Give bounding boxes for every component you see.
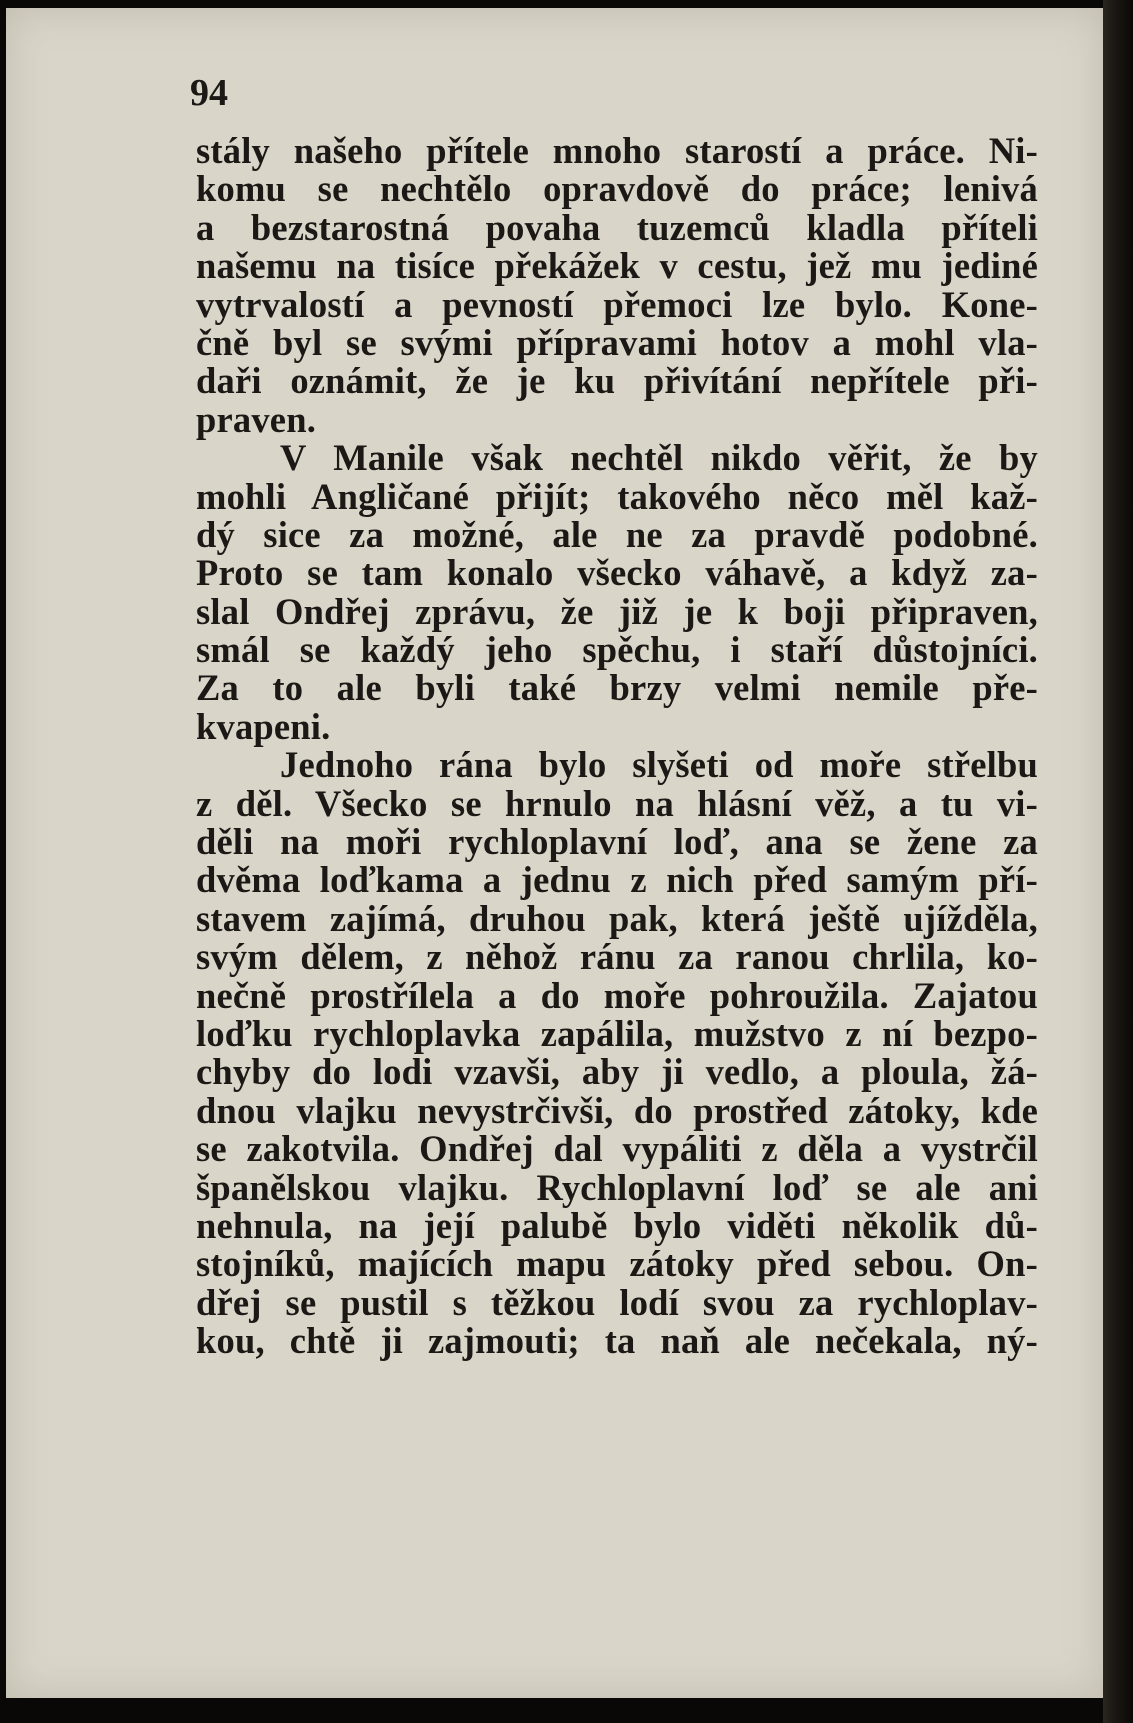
text-line: nehnula, na její palubě bylo viděti několik dů-: [196, 1204, 1038, 1246]
text-line: slal Ondřej zprávu, že již je k boji připraven,: [196, 590, 1038, 632]
text-line: z děl. Všecko se hrnulo na hlásní věž, a tu vi-: [196, 782, 1038, 824]
text-line: stavem zajímá, druhou pak, která ještě ujížděla,: [196, 897, 1038, 939]
text-line: mohli Angličané přijít; takového něco měl kaž-: [196, 475, 1038, 517]
text-line: V Manile však nechtěl nikdo věřit, že by: [280, 437, 1038, 479]
text-line: praven.: [196, 398, 317, 440]
text-line: chyby do lodi vzavši, aby ji vedlo, a ploula, žá-: [196, 1051, 1038, 1093]
text-line: vytrvalostí a pevností přemoci lze bylo. Kone-: [196, 283, 1038, 325]
text-line: daři oznámit, že je ku přivítání nepřítele při-: [196, 360, 1038, 402]
text-line: Za to ale byli také brzy velmi nemile pře-: [196, 667, 1038, 709]
text-line: kou, chtě ji zajmouti; ta naň ale nečekala, ný-: [196, 1320, 1038, 1362]
text-line: dvěma loďkama a jednu z nich před samým pří-: [196, 859, 1038, 901]
text-line: svým dělem, z něhož ránu za ranou chrlila, ko-: [196, 936, 1038, 978]
text-line: dý sice za možné, ale ne za pravdě podobné.: [196, 513, 1038, 555]
text-line: loďku rychloplavka zapálila, mužstvo z ní bezpo-: [196, 1012, 1038, 1054]
text-line: čně byl se svými přípravami hotov a mohl vla-: [196, 321, 1038, 363]
text-line: stojníků, majících mapu zátoky před sebou. On-: [196, 1243, 1038, 1285]
text-line: děli na moři rychloplavní loď, ana se žene za: [196, 821, 1038, 863]
book-page: [6, 8, 1103, 1698]
text-line: dřej se pustil s těžkou lodí svou za rychloplav-: [196, 1281, 1038, 1323]
text-line: dnou vlajku nevystrčivši, do prostřed zátoky, kde: [196, 1089, 1038, 1131]
page-binding-edge: [1103, 0, 1133, 1723]
text-line: se zakotvila. Ondřej dal vypáliti z děla a vystrčil: [196, 1128, 1038, 1170]
text-line: Jednoho rána bylo slyšeti od moře střelbu: [280, 744, 1038, 786]
text-line: a bezstarostná povaha tuzemců kladla příteli: [196, 206, 1038, 248]
text-line: kvapeni.: [196, 705, 331, 747]
text-line: španělskou vlajku. Rychloplavní loď se ale ani: [196, 1166, 1038, 1208]
text-line: našemu na tisíce překážek v cestu, jež mu jediné: [196, 245, 1038, 287]
text-line: nečně prostřílela a do moře pohroužila. Zajatou: [196, 974, 1038, 1016]
page-number: 94: [190, 72, 228, 114]
text-line: stály našeho přítele mnoho starostí a práce. Ni-: [196, 130, 1038, 171]
text-line: smál se každý jeho spěchu, i staří důstojníci.: [196, 629, 1038, 671]
body-text: [196, 132, 1038, 1361]
text-line: Proto se tam konalo všecko váhavě, a když za-: [196, 552, 1038, 594]
text-line: komu se nechtělo opravdově do práce; lenivá: [196, 168, 1038, 210]
